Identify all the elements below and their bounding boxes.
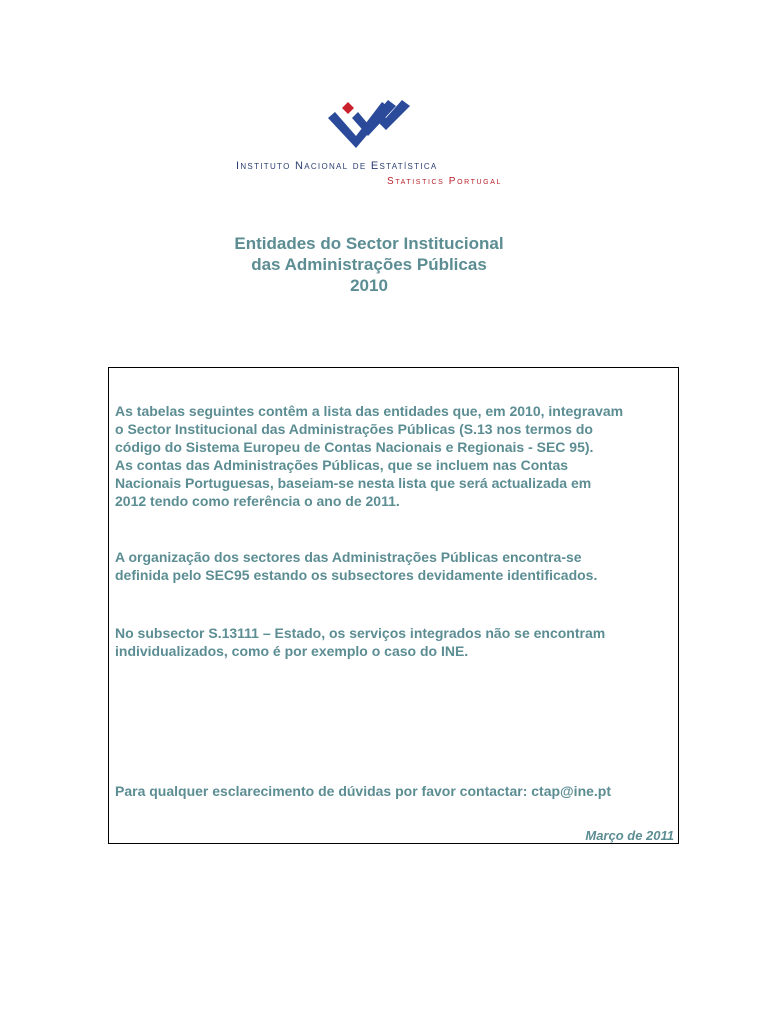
title-year: 2010 [350,276,388,295]
logo-subtitle: Statistics Portugal [387,176,502,187]
paragraph-line: código do Sistema Europeu de Contas Nacionais e Regionais - SEC 95). [115,439,594,455]
intro-paragraph [115,402,675,510]
paragraph-line: definida pelo SEC95 estando os subsectores devidamente identificados. [115,567,598,583]
paragraph-line: o Sector Institucional das Administrações Públicas (S.13 nos termos do [115,421,593,437]
paragraph-line: 2012 tendo como referência o ano de 2011. [115,493,400,509]
title-line-1: Entidades do Sector Institucional [234,234,504,253]
subsector-paragraph [115,624,675,660]
logo-institute-name: Instituto Nacional de Estatística [236,160,438,172]
document-date: Março de 2011 [585,828,674,843]
paragraph-line: As contas das Administrações Públicas, que se incluem nas Contas [115,457,569,473]
paragraph-line: individualizados, como é por exemplo o caso do INE. [115,643,469,659]
paragraph-line: Nacionais Portuguesas, baseiam-se nesta lista que será actualizada em [115,475,592,491]
paragraph-line: As tabelas seguintes contêm a lista das entidades que, em 2010, integravam [115,403,624,419]
info-box [108,367,679,844]
title-line-2: das Administrações Públicas [251,255,487,274]
ine-logo-mark-icon [326,96,416,148]
document-title [0,233,738,296]
paragraph-line: A organização dos sectores das Administrações Públicas encontra-se [115,549,582,565]
ine-logo [232,92,506,192]
contact-line: Para qualquer esclarecimento de dúvidas por favor contactar: ctap@ine.pt [115,783,612,799]
paragraph-line: No subsector S.13111 – Estado, os serviços integrados não se encontram [115,625,606,641]
organization-paragraph [115,548,675,584]
